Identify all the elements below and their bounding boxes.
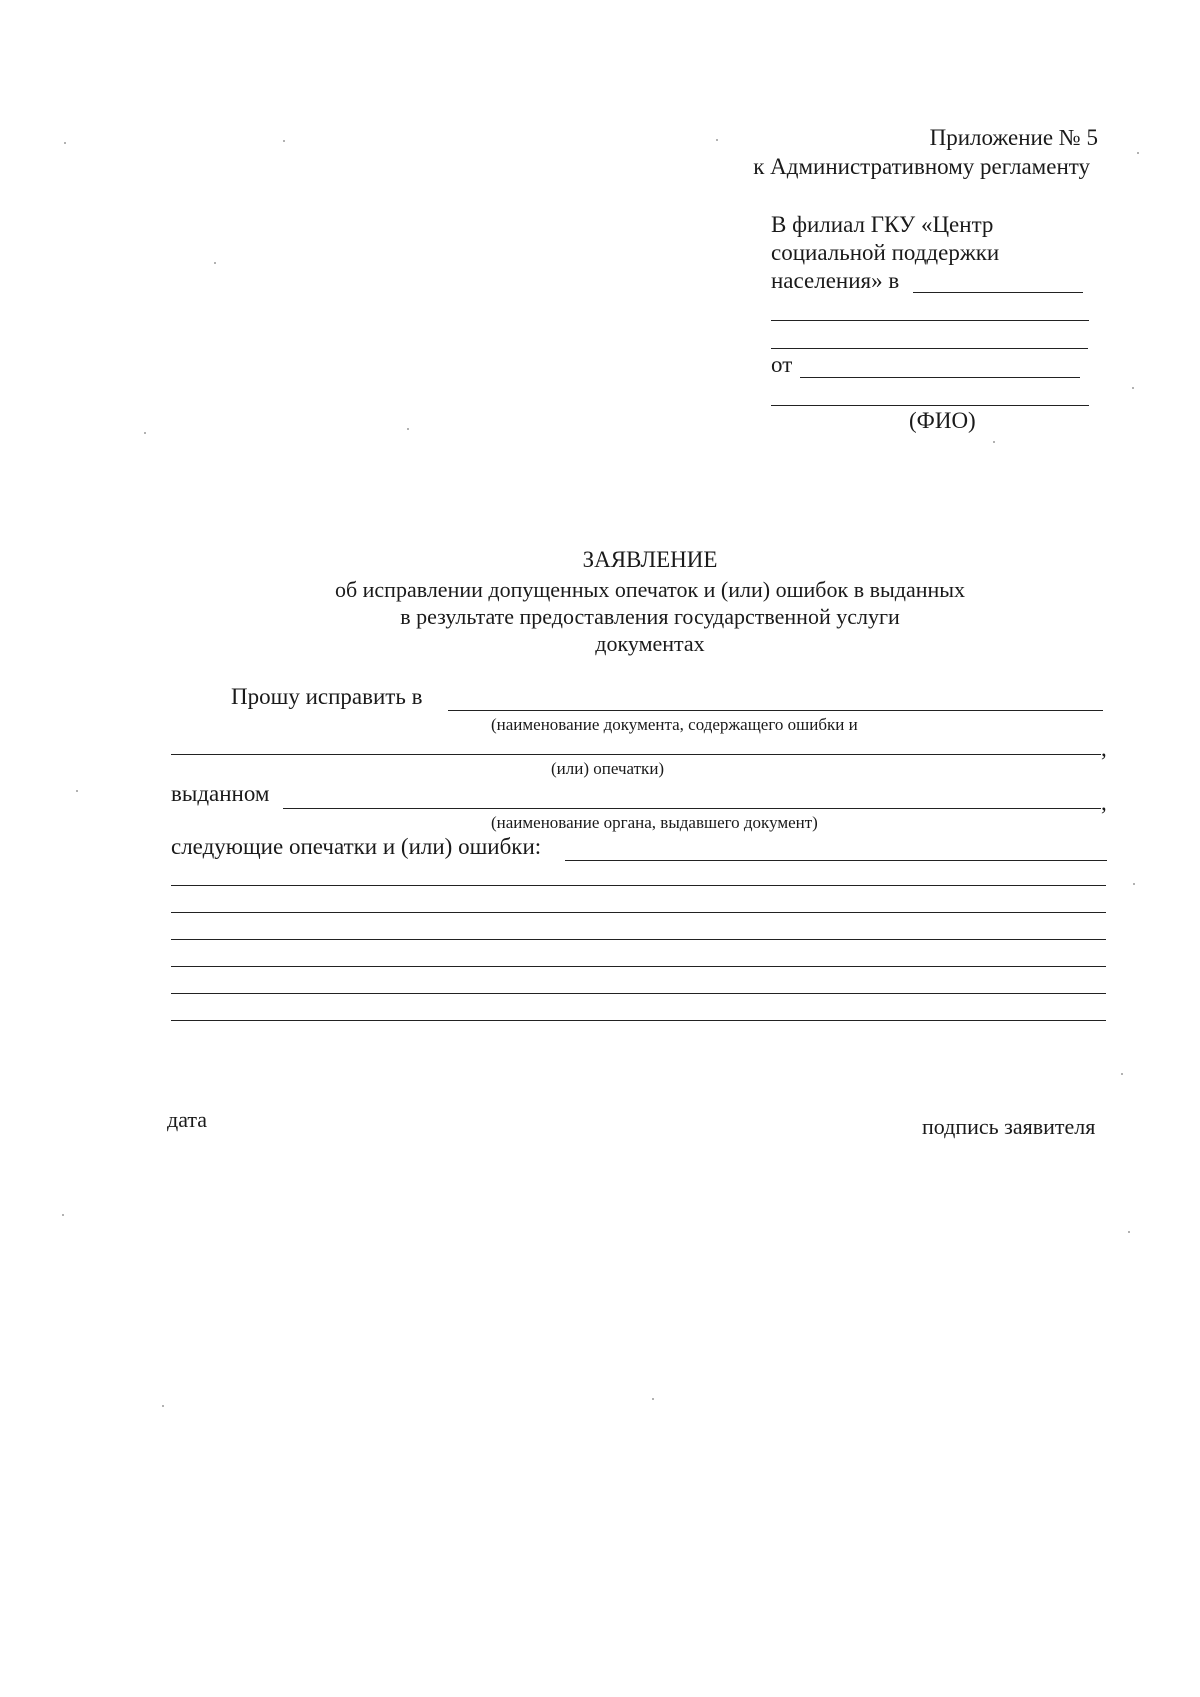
appendix-number: Приложение № 5 — [929, 125, 1098, 150]
document-name-field-2[interactable] — [171, 754, 1101, 755]
errors-field-2[interactable] — [171, 885, 1106, 886]
scan-speck — [1121, 1073, 1123, 1075]
applicant-name-field[interactable] — [800, 377, 1080, 378]
scan-speck — [1137, 152, 1139, 154]
scan-speck — [716, 139, 718, 141]
document-name-caption: (наименование документа, содержащего ошибки и — [491, 715, 858, 734]
subtitle-line-1: об исправлении допущенных опечаток и (или) ошибок в выданных — [334, 577, 966, 602]
from-label: от — [771, 352, 793, 377]
issuer-field[interactable] — [283, 808, 1101, 809]
scan-speck — [1132, 387, 1134, 389]
scan-speck — [214, 262, 216, 264]
addressee-line-3: населения» в — [771, 268, 900, 293]
date-label: дата — [167, 1107, 208, 1132]
errors-field-6[interactable] — [171, 993, 1106, 994]
scan-speck — [993, 441, 995, 443]
appendix-regulation: к Административному регламенту — [753, 154, 1090, 179]
document-title: ЗАЯВЛЕНИЕ — [582, 547, 718, 572]
errors-field-7[interactable] — [171, 1020, 1106, 1021]
document-name-caption-2: (или) опечатки) — [551, 759, 665, 778]
branch-extra-field-1[interactable] — [771, 320, 1089, 321]
scan-speck — [162, 1405, 164, 1407]
subtitle-line-2: в результате предоставления государственной услуги — [400, 604, 900, 629]
document-name-field[interactable] — [448, 710, 1103, 711]
comma-1: , — [1101, 736, 1107, 761]
issued-label: выданном — [171, 781, 270, 806]
errors-label: следующие опечатки и (или) ошибки: — [171, 834, 542, 859]
addressee-line-1: В филиал ГКУ «Центр — [771, 212, 994, 237]
signature-label: подпись заявителя — [922, 1114, 1096, 1139]
errors-field-1[interactable] — [565, 860, 1107, 861]
addressee-line-2: социальной поддержки — [771, 240, 1000, 265]
scan-speck — [62, 1214, 64, 1216]
errors-field-4[interactable] — [171, 939, 1106, 940]
scan-speck — [1128, 1231, 1130, 1233]
scan-speck — [407, 428, 409, 430]
comma-2: , — [1101, 790, 1107, 815]
branch-location-field[interactable] — [913, 292, 1083, 293]
errors-field-3[interactable] — [171, 912, 1106, 913]
scan-speck — [652, 1398, 654, 1400]
issuer-caption: (наименование органа, выдавшего документ) — [491, 813, 818, 832]
scan-speck — [64, 142, 66, 144]
scan-speck — [1133, 883, 1135, 885]
scan-speck — [144, 432, 146, 434]
errors-field-5[interactable] — [171, 966, 1106, 967]
fio-caption: (ФИО) — [909, 408, 976, 433]
scan-speck — [283, 140, 285, 142]
applicant-name-field-2[interactable] — [771, 405, 1089, 406]
request-label: Прошу исправить в — [231, 684, 423, 709]
scan-speck — [76, 790, 78, 792]
branch-extra-field-2[interactable] — [771, 348, 1088, 349]
subtitle-line-3: документах — [595, 631, 705, 656]
